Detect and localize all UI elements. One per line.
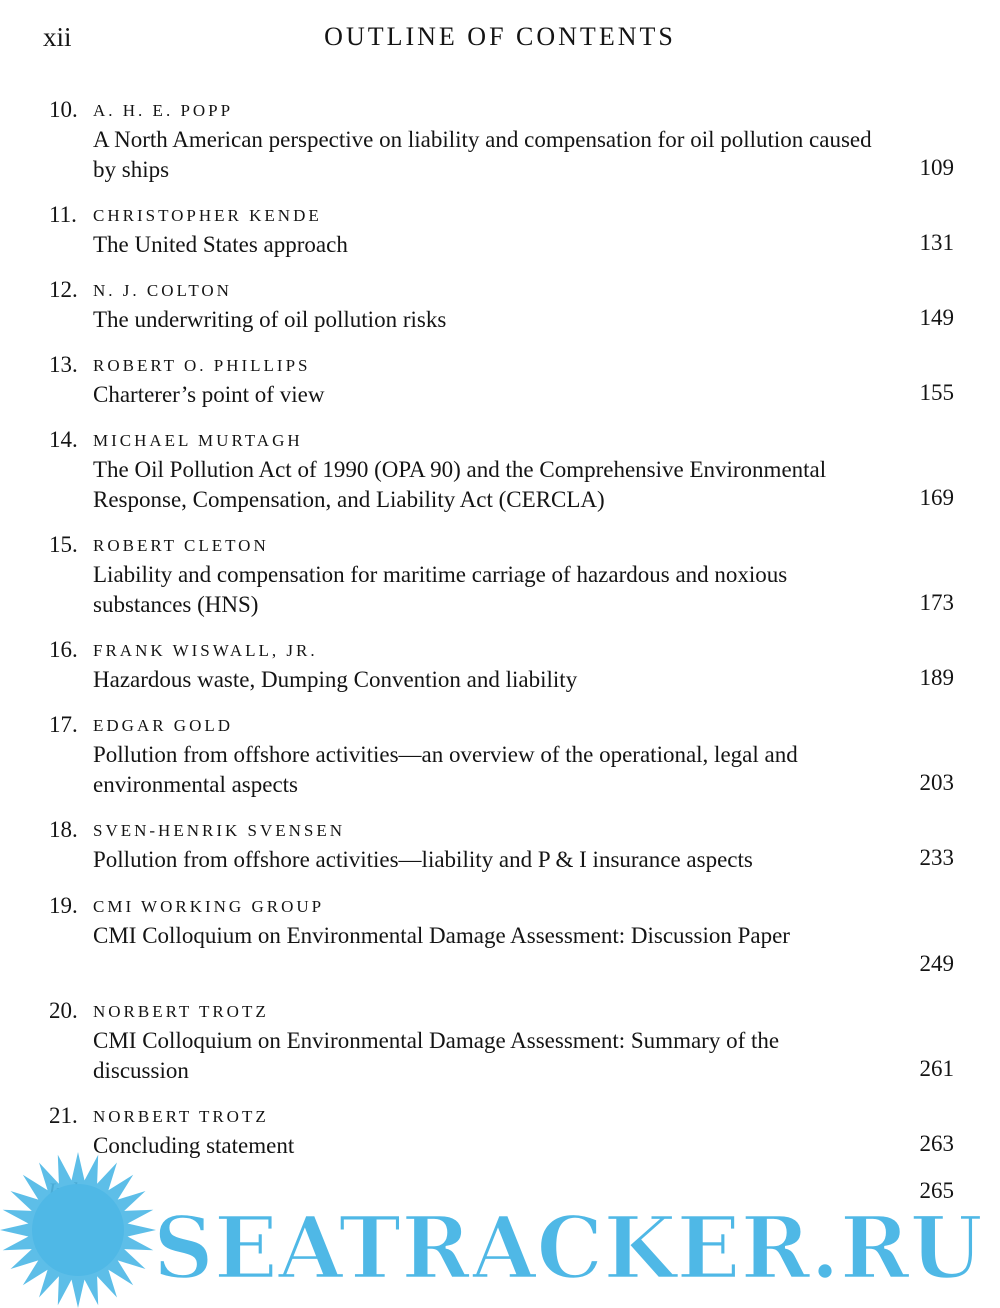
- chapter-page: 149: [919, 305, 954, 330]
- chapter-author: SVEN-HENRIK SVENSEN: [93, 821, 346, 840]
- chapter-page: 131: [919, 230, 954, 255]
- chapter-title[interactable]: CMI Colloquium on Environmental Damage Assessment: Discussion Paper: [93, 923, 790, 948]
- chapter-author: MICHAEL MURTAGH: [93, 431, 303, 450]
- chapter-number: 15.: [49, 532, 78, 557]
- chapter-title[interactable]: Liability and compensation for maritime carriage of hazardous and noxious substances (HNS): [93, 562, 788, 617]
- chapter-author: FRANK WISWALL, JR.: [93, 641, 318, 660]
- page-number: xii: [43, 22, 72, 52]
- chapter-author: ROBERT CLETON: [93, 536, 269, 555]
- chapter-title[interactable]: The United States approach: [93, 232, 348, 257]
- chapter-number: 12.: [49, 277, 78, 302]
- chapter-page: 189: [919, 665, 954, 690]
- chapter-number: 13.: [49, 352, 78, 377]
- chapter-number: 19.: [49, 893, 78, 918]
- chapter-page: 249: [919, 951, 954, 976]
- chapter-author: ROBERT O. PHILLIPS: [93, 356, 311, 375]
- chapter-title[interactable]: Concluding statement: [93, 1133, 295, 1158]
- chapter-page: 173: [919, 590, 954, 615]
- running-head: OUTLINE OF CONTENTS: [324, 22, 676, 51]
- chapter-title[interactable]: Pollution from offshore activities—an overview of the operational, legal and environmental aspects: [93, 742, 798, 797]
- chapter-title[interactable]: CMI Colloquium on Environmental Damage Assessment: Summary of the discussion: [93, 1028, 780, 1083]
- chapter-page: 263: [919, 1131, 954, 1156]
- chapter-number: 17.: [49, 712, 78, 737]
- chapter-title[interactable]: The Oil Pollution Act of 1990 (OPA 90) and the Comprehensive Environmental Response, Compensation, and Liability Act (CERCLA): [93, 457, 827, 512]
- chapter-author: NORBERT TROTZ: [93, 1107, 269, 1126]
- chapter-number: 20.: [49, 998, 78, 1023]
- chapter-title[interactable]: Charterer’s point of view: [93, 382, 325, 407]
- chapter-author: N. J. COLTON: [93, 281, 232, 300]
- chapter-number: 14.: [49, 427, 78, 452]
- chapter-number: 18.: [49, 817, 78, 842]
- watermark: [0, 1150, 1000, 1308]
- chapter-author: NORBERT TROTZ: [93, 1002, 269, 1021]
- chapter-number: 21.: [49, 1103, 78, 1128]
- chapter-author: EDGAR GOLD: [93, 716, 234, 735]
- chapter-number: 10.: [49, 97, 78, 122]
- chapter-author: CHRISTOPHER KENDE: [93, 206, 322, 225]
- watermark-text: SEATRACKER.RU: [153, 1198, 983, 1299]
- chapter-page: 109: [919, 155, 954, 180]
- chapter-author: CMI WORKING GROUP: [93, 897, 325, 916]
- chapter-number: 16.: [49, 637, 78, 662]
- chapter-title[interactable]: Pollution from offshore activities—liability and P & I insurance aspects: [93, 847, 753, 872]
- chapter-page: 203: [919, 770, 954, 795]
- chapter-page: 261: [919, 1056, 954, 1081]
- sunburst-icon: [0, 1152, 156, 1308]
- chapter-title[interactable]: Hazardous waste, Dumping Convention and liability: [93, 667, 578, 692]
- chapter-page: 169: [919, 485, 954, 510]
- chapter-title[interactable]: The underwriting of oil pollution risks: [93, 307, 447, 332]
- index-page: 265: [919, 1178, 954, 1203]
- chapter-page: 155: [919, 380, 954, 405]
- chapter-number: 11.: [49, 202, 77, 227]
- chapter-title[interactable]: A North American perspective on liability and compensation for oil pollution caused by ships: [93, 127, 872, 182]
- chapter-page: 233: [919, 845, 954, 870]
- chapter-author: A. H. E. POPP: [93, 101, 234, 120]
